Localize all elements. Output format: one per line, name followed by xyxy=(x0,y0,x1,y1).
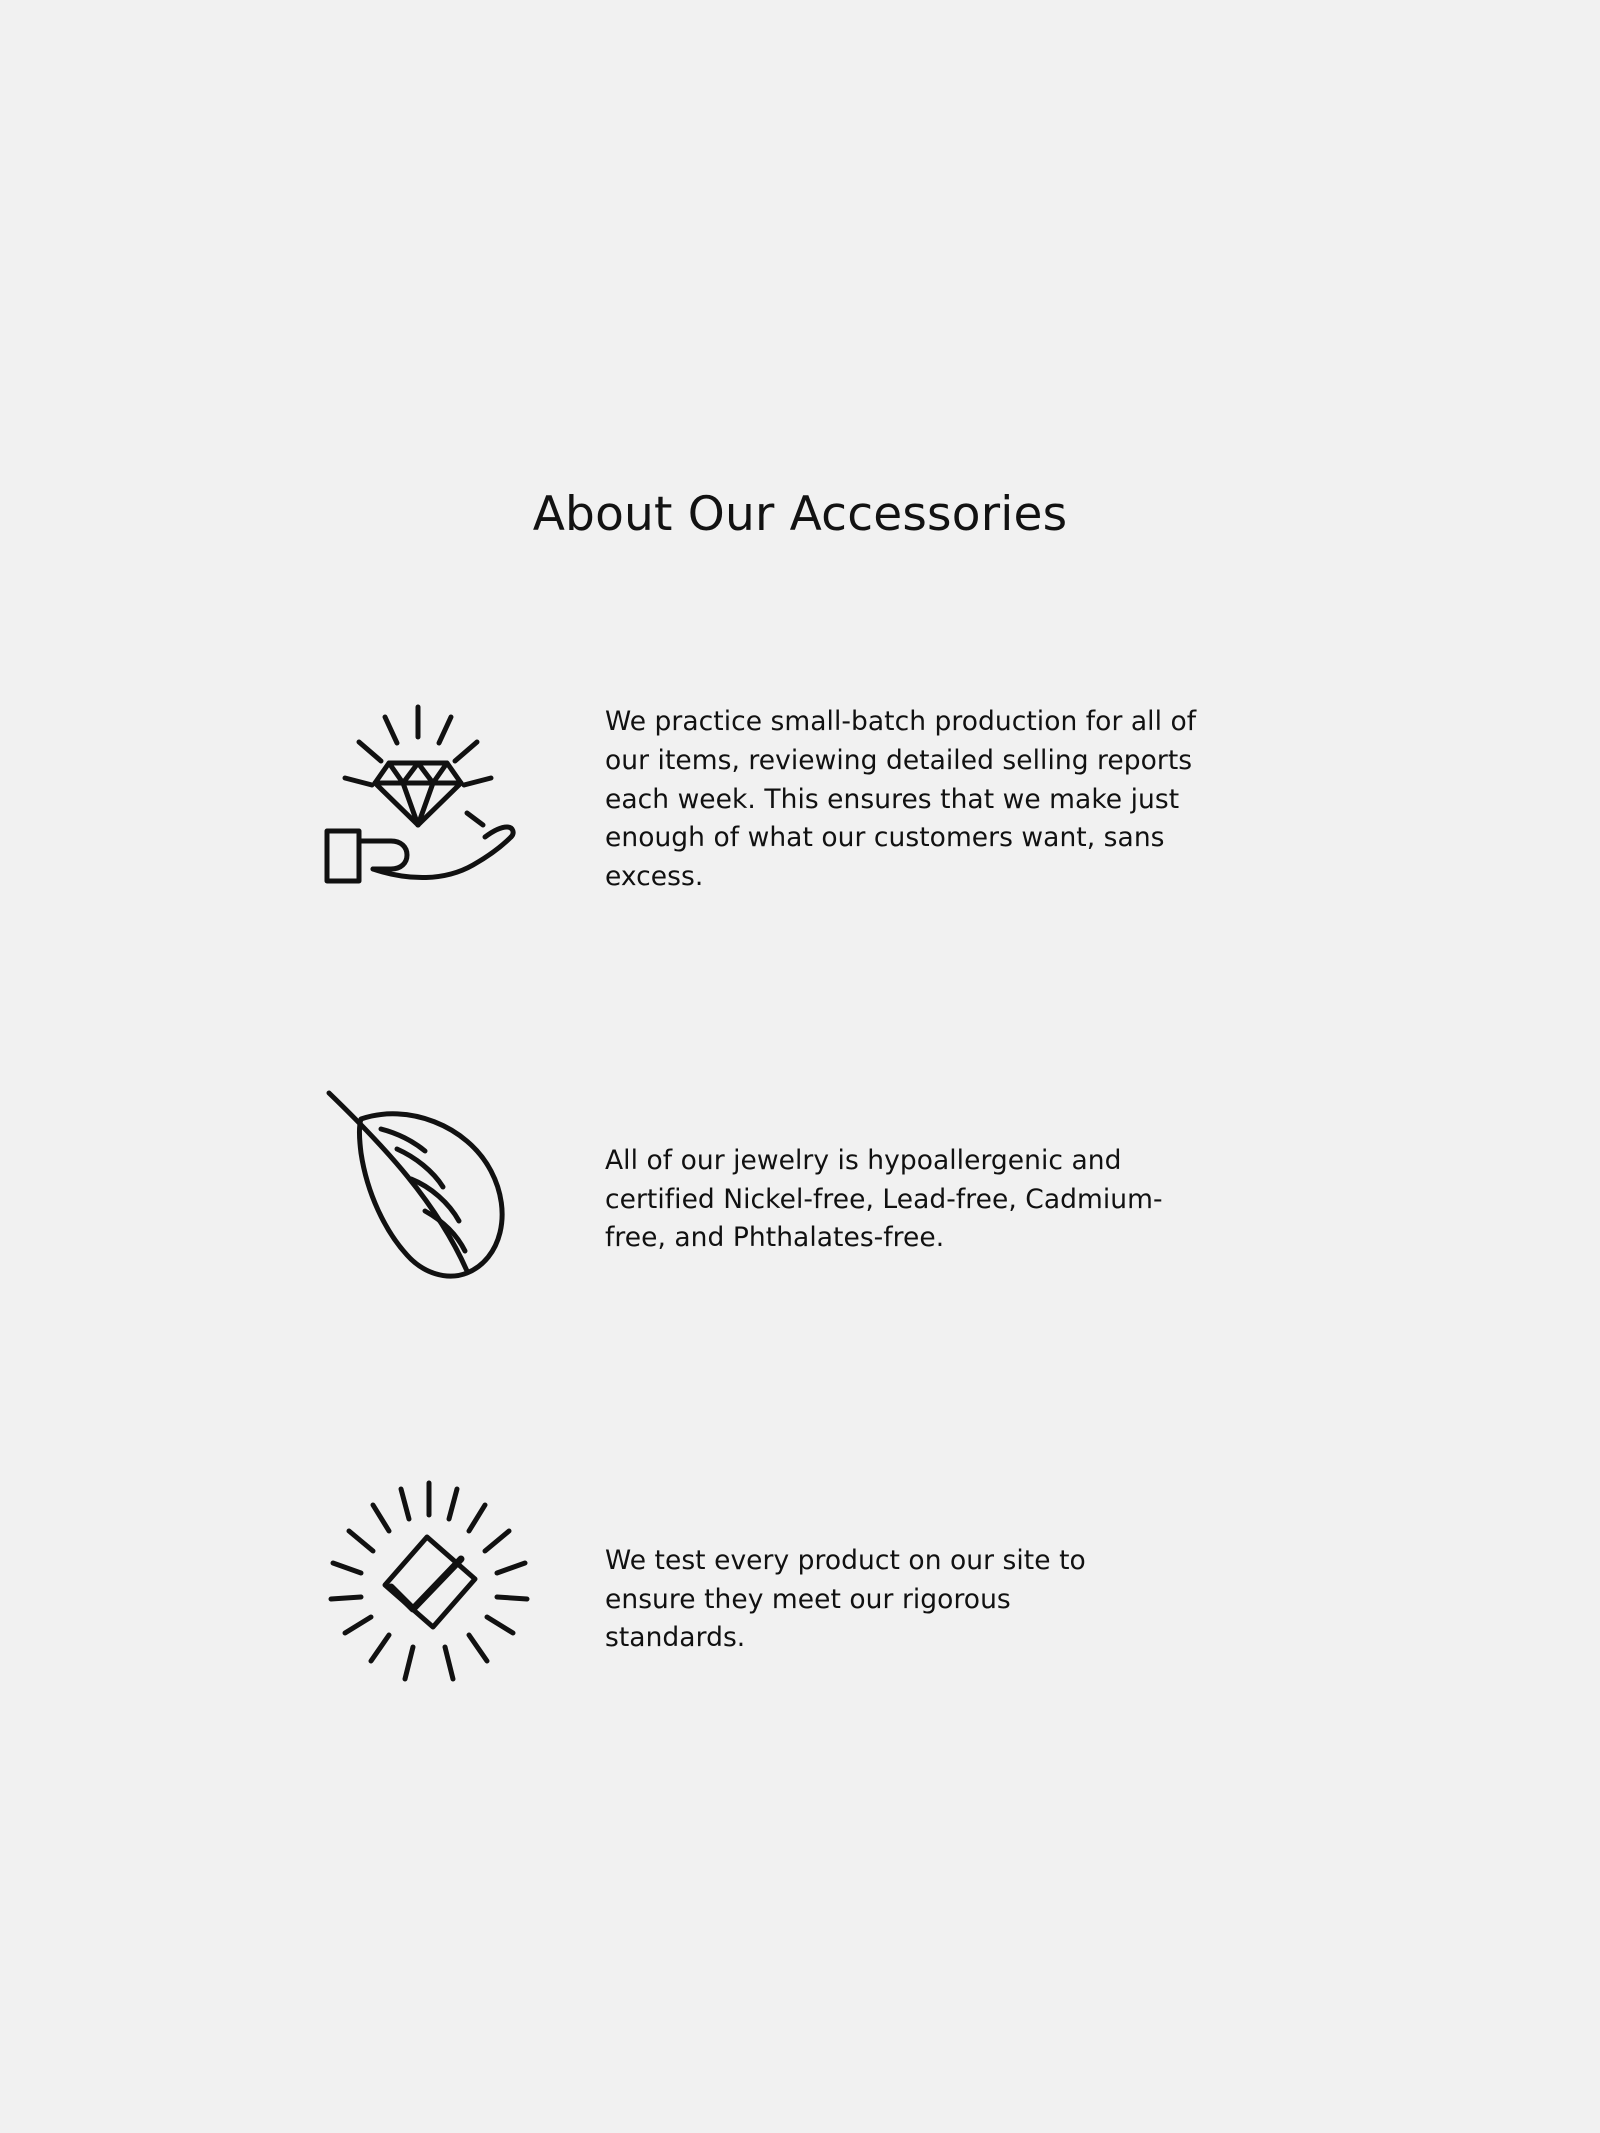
feature-description: We test every product on our site to ensure they meet our rigorous standards. xyxy=(605,1544,1086,1654)
feature-list xyxy=(0,660,1600,1730)
feather-icon xyxy=(300,1060,560,1320)
list-item xyxy=(300,1060,1300,1330)
list-item xyxy=(300,660,1300,930)
shining-checkmark-icon xyxy=(300,1460,560,1720)
hand-holding-diamond-icon xyxy=(300,660,560,920)
list-item xyxy=(300,1460,1300,1730)
page-title: About Our Accessories xyxy=(532,487,1068,542)
feature-description: We practice small-batch production for all of our items, reviewing detailed selling reports each week. This ensures that we make just enough of what our customers want, sans excess. xyxy=(605,706,1197,893)
feature-description: All of our jewelry is hypoallergenic and certified Nickel-free, Lead-free, Cadmium-free, and Phthalates-free. xyxy=(605,1144,1163,1254)
